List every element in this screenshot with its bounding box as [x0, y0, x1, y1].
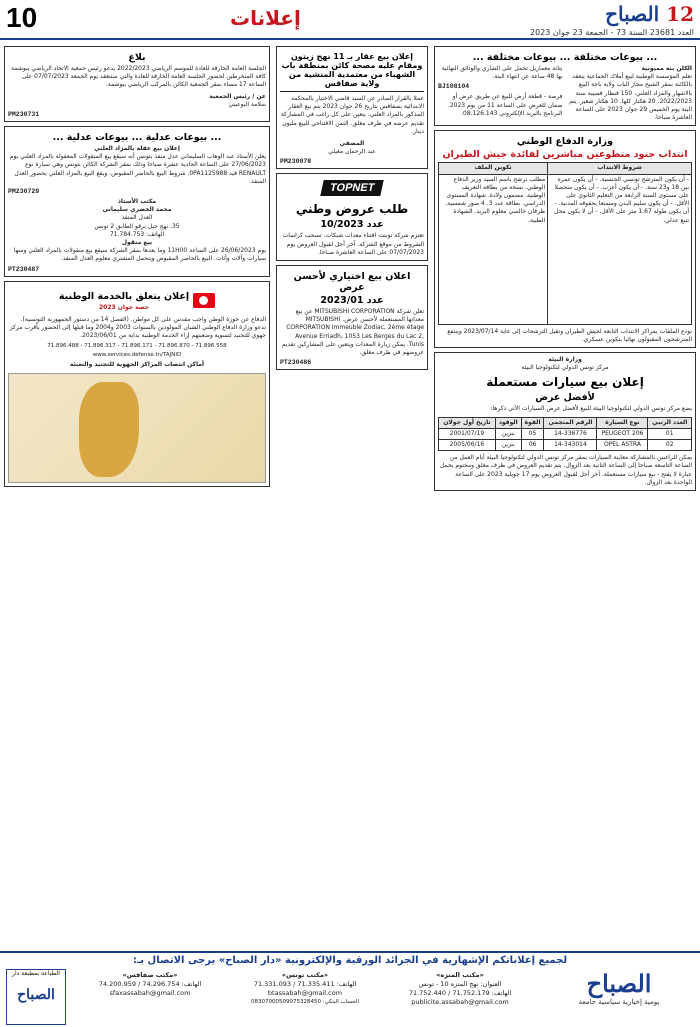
office-tunis-phone: الهاتف: 71.335.411 / 71.331.093: [253, 980, 357, 988]
tender-title: طلب عروض وطني: [295, 202, 409, 217]
office-title: مكتب الأستاذ: [117, 198, 157, 206]
print-logo-name: الصباح: [17, 987, 55, 1003]
national-service-site: www.services.defense.tn/TAJNID: [92, 351, 182, 358]
estate-sign: المصفي: [339, 140, 365, 148]
table-cell: 14-343014: [544, 440, 597, 451]
cars-column-header: القوة: [521, 417, 544, 428]
office-sfax-title: «مكتب صفاقس»: [122, 971, 178, 979]
cars-column-header: الرقم المنجمي: [544, 417, 597, 428]
masthead: [0, 0, 700, 40]
newspaper-logo: [524, 2, 694, 37]
file-header: تكوين الملف: [439, 163, 548, 174]
table-cell: PEUGEOT 206: [597, 428, 648, 439]
conditions-header: شروط الانتداب: [548, 163, 692, 174]
logo-name: الصباح: [605, 2, 660, 26]
optional-sale-title: اعلان بيع اختياري لأحسن عرض: [293, 271, 411, 294]
recruit-note: تودع الملفات بمراكز الانتداب التابعة لجيش الطيران وتقبل الترشحات إلى غاية 2023/07/14 وينتفع المترشحون المقبولون نهائيا بتكوين عسكري.: [447, 327, 692, 343]
agency-ministry: وزارة البيئة: [548, 356, 582, 364]
table-cell: بنزين: [495, 428, 521, 439]
estate-sale-ad: [276, 46, 428, 169]
section-title: إعلانات: [230, 6, 301, 30]
office-sfax-phone: الهاتف: 74.296.754 / 74.200.959: [98, 980, 202, 988]
cars-table: [438, 417, 692, 452]
judicial-text: يعلن الأستاذ عبد الوهاب السليماني عدل منفذ بتونس أنه سيقع بيع المنقولات المعقولة بالمزاد العلني يوم 27/06/2023 على الساعة الحادية عشرة صباحا وذلك بمقر الشركة الكائن بتونس وهي سيارة نوع RENAULT قيد 0PA1125988. شروط البيع بالحاضر المقبوض. ويقع البيع بالمزاد العلني بحضور العدل المنفذ.: [9, 153, 266, 185]
car-sale-title: إعلان بيع سيارات مستعملة: [486, 375, 644, 390]
table-cell: 02: [648, 440, 692, 451]
sale-right-text: تعلم المؤسسة الوطنية لبيع أملاك الجماعية ينعقد بالكائنة بمقر الشيخ مجاز الباب ولاية باجة البيع بالاشهار والمزاد العلني. 150 قنطار قصيبة سنة 2022/2023. 20 هكتار كلها. 10 هكتار شعير. يتم البتة يوم الخميس 29 جوان 2023 على الساعة العاشرة صباحا.: [569, 73, 692, 122]
estate-title: إعلان بيع عقار بـ 11 نهج زيتون ومقام عليه مصحة كائن بمنطقة باب الشهباء من معتمدية المنشية من ولاية صفاقس: [281, 52, 423, 88]
cars-body: [439, 428, 692, 450]
office-sfax-email[interactable]: sfaxassabah@gmail.com: [109, 989, 191, 997]
judicial-title: ... بيوعات عدلية ... بيوعات عدلية ...: [52, 132, 222, 144]
ministry-name: وزارة الدفاع الوطني: [516, 136, 614, 148]
national-service-ad: [4, 281, 270, 487]
recruit-table: [438, 162, 692, 324]
defense-recruit-ad: [434, 130, 696, 348]
cars-column-header: الوقود: [495, 417, 521, 428]
table-cell: 14-336776: [544, 428, 597, 439]
recruit-title: انتداب جنود متطوعين مباشرين لفائدة جيش الطيران: [442, 149, 688, 161]
ref-code: PT230487: [8, 265, 40, 273]
national-service-title: إعلان يتعلق بالخدمة الوطنية: [58, 290, 190, 302]
office-menzah-title: «مكتب المنزه»: [436, 971, 484, 979]
sale-text: يوم 26/06/2023 على الساعة 11H00 وما بعدها بمقر الشركة سيقع بيع منقولات بالمزاد العلني ومنها سيارات وآلات وأثاث. البيع بالحاضر المقبوض ويتحمل المشتري معلوم العدل المنفذ.: [13, 247, 266, 263]
footer-logo-tagline: يومية إخبارية سياسية جامعة: [578, 998, 660, 1006]
office-menzah-address: العنوان: نهج المنزه 10 - تونس: [418, 980, 502, 988]
table-row: [439, 440, 692, 451]
office-menzah-email[interactable]: publicite.assabah@gmail.com: [411, 998, 509, 1006]
agency-name: مركز تونس الدولي لتكنولوجيا البيئة: [521, 364, 609, 372]
national-service-subtitle: حصة جوان 2023: [98, 303, 150, 311]
office-phone: الهاتف: 71.784.753: [109, 230, 165, 238]
notice-title: بلاغ: [128, 52, 146, 63]
ref-code: PM230729: [8, 188, 40, 196]
file-cell: مطلب ترشح باسم السيد وزير الدفاع الوطني. نسخة من بطاقة التعريف الوطنية. مضمون ولادة. شهادة المستوى الدراسي. بطاقة عدد 3. 4 صور شمسية. ظرفان خالصي معلوم البريد. الشهادة الطبية.: [439, 174, 548, 324]
footer-logo: [544, 969, 694, 1006]
table-cell: OPEL ASTRA: [597, 440, 648, 451]
table-cell: 2005/06/16: [439, 440, 496, 451]
tunisia-map-image: [8, 373, 266, 483]
ref-code: PT230486: [280, 359, 312, 367]
table-cell: 01: [648, 428, 692, 439]
cars-column-header: العدد الرتبي: [648, 417, 692, 428]
judicial-sale-ad: [4, 126, 270, 277]
ref-code: PM230078: [280, 158, 312, 166]
optional-sale-ad: [276, 265, 428, 370]
column-left: [4, 46, 270, 949]
footer-banner: لجميع إعلاناتكم الإشهارية في الجرائد الورقية والإلكترونية «دار الصباح» يرجى الاتصال بـ:: [132, 955, 568, 966]
office-role: العدل المنفذ: [121, 214, 153, 222]
notice-signer: سلامة البوعيني: [228, 100, 266, 108]
car-sale-intro: يضع مركز تونس الدولي لتكنولوجيا البيئة للبيع لأفضل عرض السيارات الآتي ذكرها:: [490, 405, 692, 413]
cars-column-header: نوع السيارة: [597, 417, 648, 428]
cars-column-header: تاريخ أول جولان: [439, 417, 496, 428]
optional-sale-text: تعلن شركة MITSUBISHI CORPORATION عن بيع معداتها المستعملة لأحسن عرض. MITSUBISHI CORPORATION Immeuble Zodiac, 2ème étage Avenue Erriadh, 1053 Les Berges du Lac 2, Tunis. يمكن زيارة المعدات ويتعين على المشاركين تقديم عروضهم في ظرف مغلق.: [281, 308, 424, 357]
bank-account: الحساب البنكي: 08307000509075328450: [250, 999, 359, 1005]
office-tunis: [235, 971, 375, 1007]
topnet-tender-ad: [276, 173, 428, 261]
notice-sign: عن / رئيس الجمعية: [209, 92, 266, 100]
column-middle: [276, 46, 428, 949]
conditions-cell: - أن يكون المترشح تونسي الجنسية. - أن يكون عمره بين 18 و23 سنة. - أن يكون أعزب. - أن يكون متحصلا على مستوى السنة الرابعة من التعليم الثانوي على الأقل. - أن يكون سليم البدن ومتمتعا بحقوقه المدنية. - أن يكون طوله 1.67 متر على الأقل. - أن لا يكون محل تتبع عدلي.: [548, 174, 692, 324]
car-sale-ad: [434, 352, 696, 491]
table-row: [439, 428, 692, 439]
logo-number: 12: [666, 2, 694, 26]
club-notice-ad: [4, 46, 270, 122]
notice-text: الجلسة العامة الخارقة للعادة للموسم الرياضي 2022/2023 يدعو رئيس جمعية الاتحاد الرياضي ببوشمة كافة المنخرطين لحضور الجلسة العامة الخارقة للعادة والتي ستنعقد يوم الجمعة 07/07/2023 على الساعة 17 مساء بمقر الجمعية الكائن بالمركب الرياضي ببوشمة.: [11, 65, 266, 89]
judicial-head: إعلان بيع عقلة بالمزاد العلني: [94, 145, 180, 153]
office-sfax: [75, 971, 225, 998]
office-menzah-phone: الهاتف: 71.752.179 / 71.752.440: [408, 989, 512, 997]
footer-logo-name: الصباح: [586, 969, 652, 998]
topnet-logo: TOPNET: [320, 180, 384, 196]
tender-text: تعتزم شركة توبنت اقتناء معدات شبكات. تسحب كراسات الشروط من موقع الشركة. آخر أجل لقبول العروض يوم 07/07/2023 على الساعة العاشرة صباحا.: [282, 232, 424, 256]
print-logo: [6, 969, 66, 1025]
national-service-phones: 71.896.488 - 71.896.317 - 71.896.171 - 71.896.870 - 71.896.558: [47, 343, 227, 350]
sale-bottom-text: فرصة - قطعة أرض للبيع عن طريق عرض أو ضمان للعرض على الساعة 11 من يوم 2023. البرنامج بالبريد الإلكتروني 08.126.143.: [447, 93, 563, 117]
sale-left-text: بتاتة معماريل تحمل على الشاري والوثائق النهائية بها 48 ساعة عن انتهاء البتة.: [441, 65, 563, 81]
table-cell: بنزين: [495, 440, 521, 451]
column-right: [434, 46, 696, 949]
car-sale-text: يمكن للراغبين بالمشاركة معاينة السيارات بمقر مركز تونس الدولي لتكنولوجيا البيئة أيام العمل من الساعة التاسعة صباحا إلى الساعة الثانية بعد الزوال. يتم تقديم العروض في ظرف مغلق ومختوم يحمل عبارة لا يفتح - بيع سيارات مستعملة. آخر أجل لقبول العروض يوم 17 جويلية 2023 على الساعة الواحدة بعد الزوال.: [439, 454, 692, 486]
optional-sale-number: عدد 2023/01: [320, 295, 384, 307]
car-sale-subtitle: لأفضل عرض: [535, 392, 595, 404]
office-tunis-title: «مكتب تونس»: [281, 971, 329, 979]
cars-header-row: [439, 417, 692, 428]
issue-line: العدد 23681 السنة 73 - الجمعة 23 جوان 2023: [530, 28, 694, 37]
map-caption: أماكن انتصاب المراكز الجهوية للتجنيد والتعبئة: [69, 360, 205, 368]
sale-right-head: الكلن بنه مميونية: [641, 65, 692, 72]
office-name: محمد الخضري سليماني: [102, 206, 172, 214]
print-label: الطباعة بمطبعة دار: [12, 970, 60, 977]
ref-code: BJ108104: [438, 83, 470, 91]
table-cell: 2001/07/19: [439, 428, 496, 439]
national-service-text: الدفاع عن حوزة الوطن واجب مقدس على كل مواطن. (الفصل 14 من دستور الجمهورية التونسية). تدعو وزارة الدفاع الوطني الشبان المولودين بالسنوات 2003 و2004 وما قبلها إلى الحضور بأقرب مركز جهوي للتجنيد لتسوية وضعيتهم إزاء الخدمة الوطنية بداية من 2023/06/01.: [9, 315, 266, 340]
office-menzah: [385, 971, 535, 1007]
table-cell: 05: [521, 428, 544, 439]
misc-sales-title: ... بيوعات مختلفة ... بيوعات مختلفة ...: [472, 52, 658, 63]
footer: [0, 951, 700, 1027]
estate-name: عبد الرحمان مغيلي: [328, 148, 376, 156]
office-tunis-email[interactable]: btassabah@gmail.com: [267, 989, 343, 997]
table-cell: 06: [521, 440, 544, 451]
office-address: 35، نهج جبل برقو الطابق 2 تونس: [94, 222, 180, 230]
page-number: 10: [6, 2, 38, 33]
misc-sales-ad: [434, 46, 696, 126]
tender-number: عدد 10/2023: [320, 219, 384, 231]
ref-code: PM230731: [8, 111, 40, 119]
tunisia-flag-icon: [193, 293, 215, 308]
estate-text: عملا بالقرار الصادر عن السيد قاضي الاختيار بالمحكمة الابتدائية بصفاقس بتاريخ 26 جوان 2023 يتم بيع العقار المذكور بالمزاد العلني. يتعين على كل راغب في المشاركة تقديم عرضه في ظرف مغلق. الثمن الافتتاحي للبيع مليون دينار.: [280, 95, 424, 135]
sale-head: بيع منقول: [121, 239, 153, 247]
